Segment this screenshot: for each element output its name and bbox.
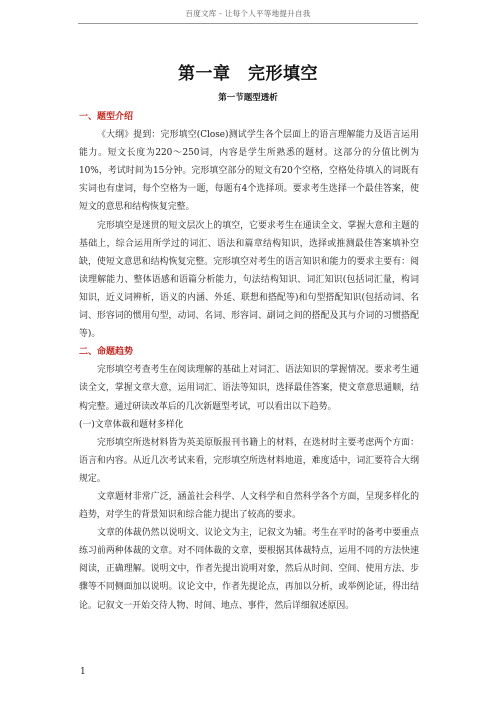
paragraph: 文章题材非常广泛，涵盖社会科学、人文科学和自然科学各个方面，呈现多样化的趋势，对学生的背景知识和综合能力提出了较高的要求。 <box>79 491 419 521</box>
section-subtitle: 第一节题型透析 <box>218 93 278 103</box>
page-number: 1 <box>80 667 86 677</box>
section-heading-intro: 一、题型介绍 <box>79 112 134 122</box>
page-header: 百度文库 - 让每个人平等地提升自我 <box>185 9 311 18</box>
paragraph: 文章的体裁仍然以说明文、议论文为主，记叙文为辅。考生在平时的备考中要重点练习前两种体裁的文章。对不同体裁的文章，要根据其体裁特点，运用不同的方法快速阅读，正确理解。说明文中，作者先提出说明对象，然后从时间、空间、使用方法、步骤等不同侧面加以说明。议论文中，作者先提论点，再加以分析，或举例论证，得出结论。记叙文一开始交待人物、时间、地点、事件，然后详细叙述原因。 <box>79 528 419 611</box>
paragraph: 完形填空所选材料皆为英美原版报刊书籍上的材料，在选材时主要考虑两个方面：语言和内容。从近几次考试来看，完形填空所选材料地道，难度适中，词汇要符合大纲规定。 <box>79 437 419 484</box>
chapter-title: 第一章 完形填空 <box>178 64 318 84</box>
header-divider <box>78 23 418 24</box>
subsection-heading: (一)文章体裁和题材多样化 <box>79 419 184 430</box>
section-heading-trends: 二、命题趋势 <box>79 347 134 358</box>
document-body <box>79 108 419 615</box>
paragraph: 完形填空考查考生在阅读理解的基础上对词汇、语法知识的掌握情况。要求考生通读全文，掌握文章大意，运用词汇、语法等知识，选择最佳答案，使文章意思通顺，结构完整。通过研读改革后的几次新题型考试，可以看出以下趋势。 <box>79 365 419 412</box>
paragraph: 完形填空是迷贯的短文层次上的填空，它要求考生在通读全文、掌握大意和主题的基础上，综合运用所学过的词汇、语法和篇章结构知识，选择或推测最佳答案填补空缺，使短文意思和结构恢复完整。完形填空对考生的语言知识和能力的要求主要有：阅读理解能力、整体语感和语篇分析能力，句法结构知识、词汇知识(包括词汇量，构词知识，近义词辨析，语义的内涵、外延、联想和搭配等)和句型搭配知识(包括动词、名词、形容词的惯用句型，动词、名词、形容词、副词之间的搭配及其与介词的习惯搭配等)。 <box>79 220 419 340</box>
paragraph: 《大纲》提到：完形填空(Close)测试学生各个层面上的语言理解能力及语言运用能力。短文长度为220～250词，内容是学生所熟悉的题材。这部分的分值比例为10%，考试时间为15分钟。完形填空部分的短文有20个空格，空格处待填入的词既有实词也有虚词，每个空格为一题，每题有4个选择项。要求考生选择一个最佳答案，使短文的意思和结构恢复完整。 <box>79 130 419 213</box>
